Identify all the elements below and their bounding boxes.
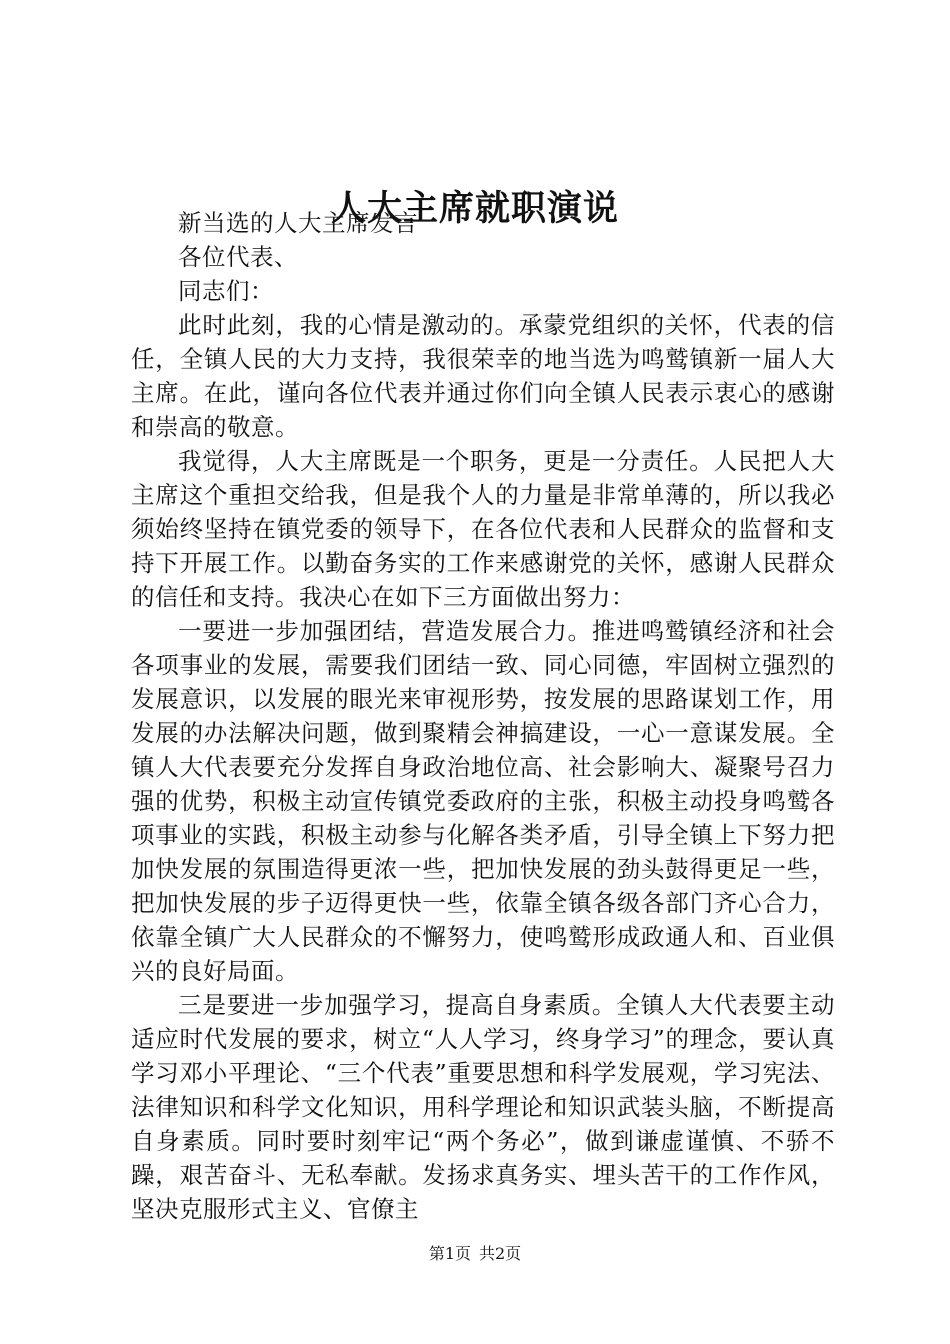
paragraph-unity: 一要进一步加强团结，营造发展合力。推进鸣鹫镇经济和社会各项事业的发展，需要我们团结一致、同心同德，牢固树立强烈的发展意识，以发展的眼光来审视形势，按发展的思路谋划工作，用发展的办法解决问题，做到聚精会神搞建设，一心一意谋发展。全镇人大代表要充分发挥自身政治地位高、社会影响大、凝聚号召力强的优势，积极主动宣传镇党委政府的主张，积极主动投身鸣鹫各项事业的实践，积极主动参与化解各类矛盾，引导全镇上下努力把加快发展的氛围造得更浓一些，把加快发展的劲头鼓得更足一些，把加快发展的步子迈得更快一些，依靠全镇各级各部门齐心合力，依靠全镇广大人民群众的不懈努力，使鸣鹫形成政通人和、百业俱兴的良好局面。 [131, 617, 835, 985]
page-number-current: 第1页 [428, 1244, 471, 1263]
page-footer [0, 1244, 950, 1264]
document-body [131, 206, 835, 1226]
paragraph-study: 三是要进一步加强学习，提高自身素质。全镇人大代表要主动适应时代发展的要求，树立“人人学习，终身学习”的理念，要认真学习邓小平理论、“三个代表”重要思想和科学发展观，学习宪法、法律知识和科学文化知识，用科学理论和知识武装头脑，不断提高自身素质。同时要时刻牢记“两个务必”，做到谦虚谨慎、不骄不躁，艰苦奋斗、无私奉献。发扬求真务实、埋头苦干的工作作风，坚决克服形式主义、官僚主 [131, 991, 835, 1223]
paragraph-salutation-comrades: 同志们： [178, 277, 274, 305]
paragraph-subtitle: 新当选的人大主席发言 [178, 209, 418, 237]
paragraph-salutation-delegates: 各位代表、 [178, 243, 298, 271]
paragraph-responsibility: 我觉得，人大主席既是一个职务，更是一分责任。人民把人大主席这个重担交给我，但是我个人的力量是非常单薄的，所以我必须始终坚持在镇党委的领导下，在各位代表和人民群众的监督和支持下开展工作。以勤奋务实的工作来感谢党的关怀，感谢人民群众的信任和支持。我决心在如下三方面做出努力： [131, 447, 835, 611]
page-number-total: 共2页 [479, 1244, 522, 1263]
document-title: 人大主席就职演说 [330, 188, 619, 229]
paragraph-opening: 此时此刻，我的心情是激动的。承蒙党组织的关怀，代表的信任，全镇人民的大力支持，我很荣幸的地当选为鸣鹫镇新一届人大主席。在此，谨向各位代表并通过你们向全镇人民表示衷心的感谢和崇高的敬意。 [131, 311, 835, 441]
